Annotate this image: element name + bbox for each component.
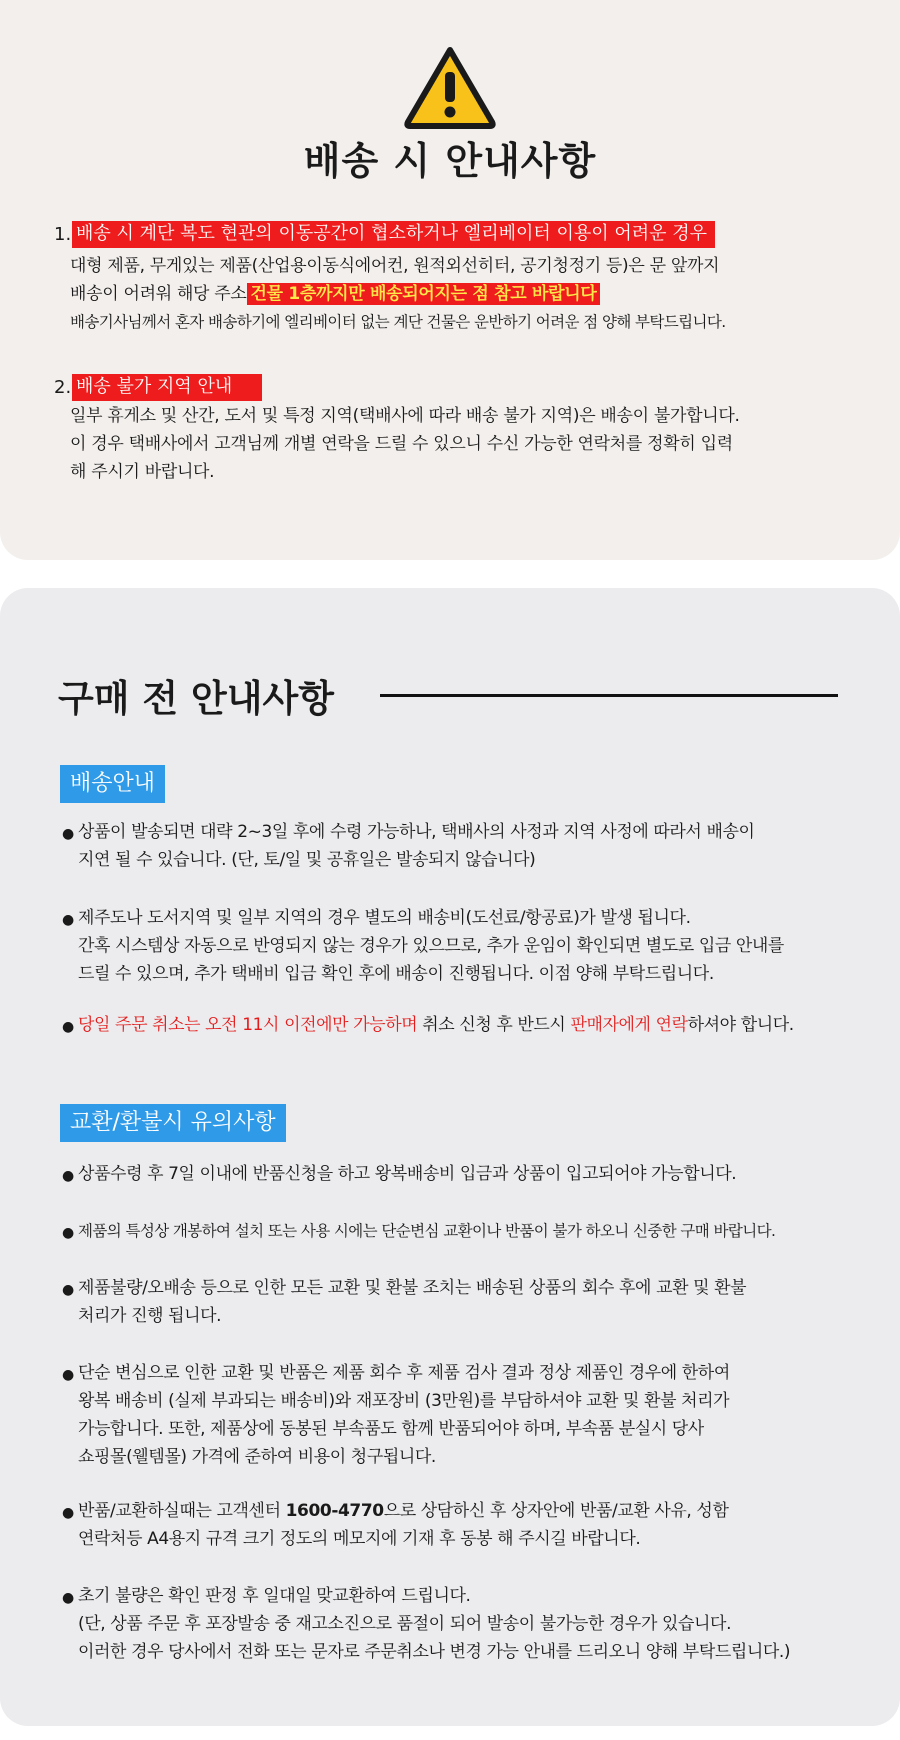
list-line: 지연 될 수 있습니다. (단, 토/일 및 공휴일은 발송되지 않습니다)	[78, 850, 536, 870]
body-line: 배송기사님께서 혼자 배송하기에 엘리베이터 없는 계단 건물은 운반하기 어려운 점 양해 부탁드립니다.	[70, 313, 726, 331]
list-line: 이러한 경우 당사에서 전화 또는 문자로 주문취소나 변경 가능 안내를 드리오니 양해 부탁드립니다.)	[78, 1642, 791, 1662]
bullet-dot-icon: ●	[62, 1019, 75, 1035]
bullet-dot-icon: ●	[62, 912, 75, 928]
bullet-dot-icon: ●	[62, 1505, 75, 1521]
list-text: 으로 상담하신 후 상자안에 반품/교환 사유, 성함	[383, 1501, 729, 1521]
list-line: 쇼핑몰(웰템몰) 가격에 준하여 비용이 청구됩니다.	[78, 1447, 436, 1467]
body-line	[70, 280, 726, 308]
list-line	[78, 1011, 794, 1039]
list-text: 취소 신청 후 반드시	[417, 1015, 571, 1035]
purchase-notice-card	[0, 588, 900, 1726]
list-item	[78, 1497, 728, 1553]
list-item	[78, 1582, 790, 1666]
section-tag-delivery: 배송안내	[60, 765, 165, 803]
delivery-notice-title: 배송 시 안내사항	[303, 139, 597, 183]
list-line: (단, 상품 주문 후 포장발송 중 재고소진으로 품절이 되어 발송이 불가능한 경우가 있습니다.	[78, 1614, 732, 1634]
list-text: 하셔야 합니다.	[687, 1015, 794, 1035]
list-line: 제주도나 도서지역 및 일부 지역의 경우 별도의 배송비(도선료/항공료)가 발생 됩니다.	[78, 908, 691, 928]
list-line: 왕복 배송비 (실제 부과되는 배송비)와 재포장비 (3만원)를 부담하셔야 교환 및 환불 처리가	[78, 1391, 730, 1411]
body-text: 배송이 어려워 해당 주소	[70, 284, 247, 304]
item-heading-highlight: 배송 시 계단 복도 현관의 이동공간이 협소하거나 엘리베이터 이용이 어려운 경우	[72, 221, 715, 248]
list-item	[78, 1359, 730, 1471]
item-number: 2.	[54, 377, 72, 398]
item-number: 1.	[54, 224, 72, 245]
item-body	[70, 402, 740, 486]
purchase-notice-title: 구매 전 안내사항	[58, 677, 334, 720]
section-tag-exchange: 교환/환불시 유의사항	[60, 1104, 286, 1142]
list-line: 처리가 진행 됩니다.	[78, 1306, 222, 1326]
list-line: 간혹 시스템상 자동으로 반영되지 않는 경우가 있으므로, 추가 운임이 확인되면 별도로 입금 안내를	[78, 936, 784, 956]
list-item	[78, 1217, 775, 1245]
phone-number: 1600-4770	[285, 1501, 384, 1521]
bullet-dot-icon: ●	[62, 1367, 75, 1383]
bullet-dot-icon: ●	[62, 826, 75, 842]
bullet-dot-icon: ●	[62, 1168, 75, 1184]
item-body	[70, 252, 726, 336]
warning-triangle-icon	[402, 44, 498, 130]
list-item	[78, 904, 784, 988]
bullet-dot-icon: ●	[62, 1282, 75, 1298]
list-line: 초기 불량은 확인 판정 후 일대일 맞교환하여 드립니다.	[78, 1586, 471, 1606]
body-line: 이 경우 택배사에서 고객님께 개별 연락을 드릴 수 있으니 수신 가능한 연락처를 정확히 입력	[70, 434, 733, 454]
list-line	[78, 1497, 728, 1525]
bullet-dot-icon: ●	[62, 1590, 75, 1606]
red-emphasis: 판매자에게 연락	[570, 1015, 688, 1035]
body-line: 일부 휴게소 및 산간, 도서 및 특정 지역(택배사에 따라 배송 불가 지역)은 배송이 불가합니다.	[70, 406, 740, 426]
title-divider	[380, 694, 838, 697]
body-line: 해 주시기 바랍니다.	[70, 462, 215, 482]
bullet-dot-icon: ●	[62, 1225, 75, 1241]
list-item	[78, 1274, 746, 1330]
list-line: 단순 변심으로 인한 교환 및 반품은 제품 회수 후 제품 검사 결과 정상 제품인 경우에 한하여	[78, 1363, 730, 1383]
list-line: 드릴 수 있으며, 추가 택배비 입금 확인 후에 배송이 진행됩니다. 이점 양해 부탁드립니다.	[78, 964, 714, 984]
list-line: 연락처등 A4용지 규격 크기 정도의 메모지에 기재 후 동봉 해 주시길 바랍니다.	[78, 1529, 641, 1549]
inline-highlight: 건물 1층까지만 배송되어지는 점 참고 바랍니다	[247, 283, 601, 305]
list-item	[78, 1160, 736, 1188]
list-text: 반품/교환하실때는 고객센터	[78, 1501, 286, 1521]
body-line: 대형 제품, 무게있는 제품(산업용이동식에어컨, 원적외선히터, 공기청정기 등)은 문 앞까지	[70, 256, 720, 276]
list-line: 제품의 특성상 개봉하여 설치 또는 사용 시에는 단순변심 교환이나 반품이 불가 하오니 신중한 구매 바랍니다.	[78, 1222, 776, 1240]
list-item	[78, 818, 755, 874]
list-line: 상품이 발송되면 대략 2~3일 후에 수령 가능하나, 택배사의 사정과 지역 사정에 따라서 배송이	[78, 822, 755, 842]
list-line: 제품불량/오배송 등으로 인한 모든 교환 및 환불 조치는 배송된 상품의 회수 후에 교환 및 환불	[78, 1278, 747, 1298]
red-emphasis: 당일 주문 취소는 오전 11시 이전에만 가능하며	[78, 1015, 418, 1035]
list-line: 가능합니다. 또한, 제품상에 동봉된 부속품도 함께 반품되어야 하며, 부속품 분실시 당사	[78, 1419, 704, 1439]
list-item	[78, 1011, 794, 1039]
item-heading-highlight: 배송 불가 지역 안내	[72, 374, 262, 401]
list-line: 상품수령 후 7일 이내에 반품신청을 하고 왕복배송비 입금과 상품이 입고되어야 가능합니다.	[78, 1164, 737, 1184]
